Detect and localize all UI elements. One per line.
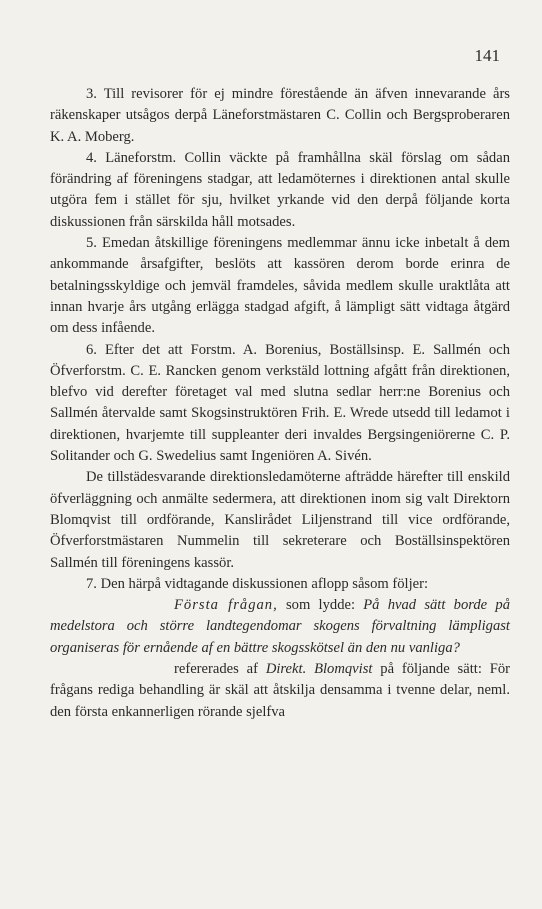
question-text: På hvad sätt borde på medelstora och större landtegendomar skogens förvaltning lämpligast organiseras för ernående af en bättre skogsskötsel än den nu vanliga? <box>50 597 510 656</box>
referee-intro: refererades af <box>174 661 266 678</box>
referee-paragraph <box>50 659 510 723</box>
referee-text: på följande sätt: För frågans rediga behandling är skäl att åtskilja densamma i tvenne delar, neml. den första enkannerligen rörande sjelfva <box>50 661 510 720</box>
paragraph-3: 3. Till revisorer för ej mindre förestående än äfven innevarande års räkenskaper utsågos derpå Läneforstmästaren C. Collin och Bergsproberaren K. A. Moberg. <box>50 86 510 145</box>
referee-title: Direkt. <box>265 661 307 678</box>
paragraph-7: 7. Den härpå vidtagande diskussionen aflopp såsom följer: <box>86 575 429 592</box>
question-label: Första frågan, <box>174 597 278 614</box>
page-number: 141 <box>474 46 500 65</box>
question-connector: som lydde: <box>277 597 364 614</box>
paragraph-4: 4. Läneforstm. Collin väckte på framhållna skäl förslag om sådan förändring af föreningens stadgar, att ledamöternes i direktionen antal skulle utgöra fem i stället för sju, hvilket yrkande vid den derpå följande korta diskussionen från särskilda håll motsades. <box>50 149 510 230</box>
paragraph-5: 5. Emedan åtskillige föreningens medlemmar ännu icke inbetalt å dem ankommande årsafgifter, beslöts att kassören derom borde erinra de betalningsskyldige och jemväl framdeles, såvida medlem skulle uraktlåta att innan hvarje års utgång erlägga stadgad afgift, å lämpligt sätt vidtaga åtgärd om dess infående. <box>50 235 510 337</box>
paragraph-6: 6. Efter det att Forstm. A. Borenius, Boställsinsp. E. Sallmén och Öfverforstm. C. E. Rancken genom verkstäld lottning afgått från direktionen, blefvo vid derefter företaget val med slutna sedlar herr:ne Borenius och Sallmén återvalde samt Skogsinstruktören Frih. E. Wrede utsedd till ledamot i direktionen, hvarjemte till suppleanter deri invaldes Bergsingeniörerne C. P. Solitander och G. Swedelius samt Ingeniören A. Sivén. <box>50 341 510 465</box>
referee-name: Blomqvist <box>314 661 373 678</box>
paragraph-chair-election: De tillstädesvarande direktionsledamöterne afträdde härefter till enskild öfverläggning och anmälte sedermera, att direktionen inom sig valt Direktorn Blomqvist till ordförande, Kanslirådet Liljenstrand till vice ordförande, Öfverforstmästaren Nummelin till sekreterare och Boställsinspektören Sallmén till föreningens kassör. <box>50 469 510 571</box>
question-paragraph <box>50 595 510 659</box>
body-text <box>50 84 510 723</box>
